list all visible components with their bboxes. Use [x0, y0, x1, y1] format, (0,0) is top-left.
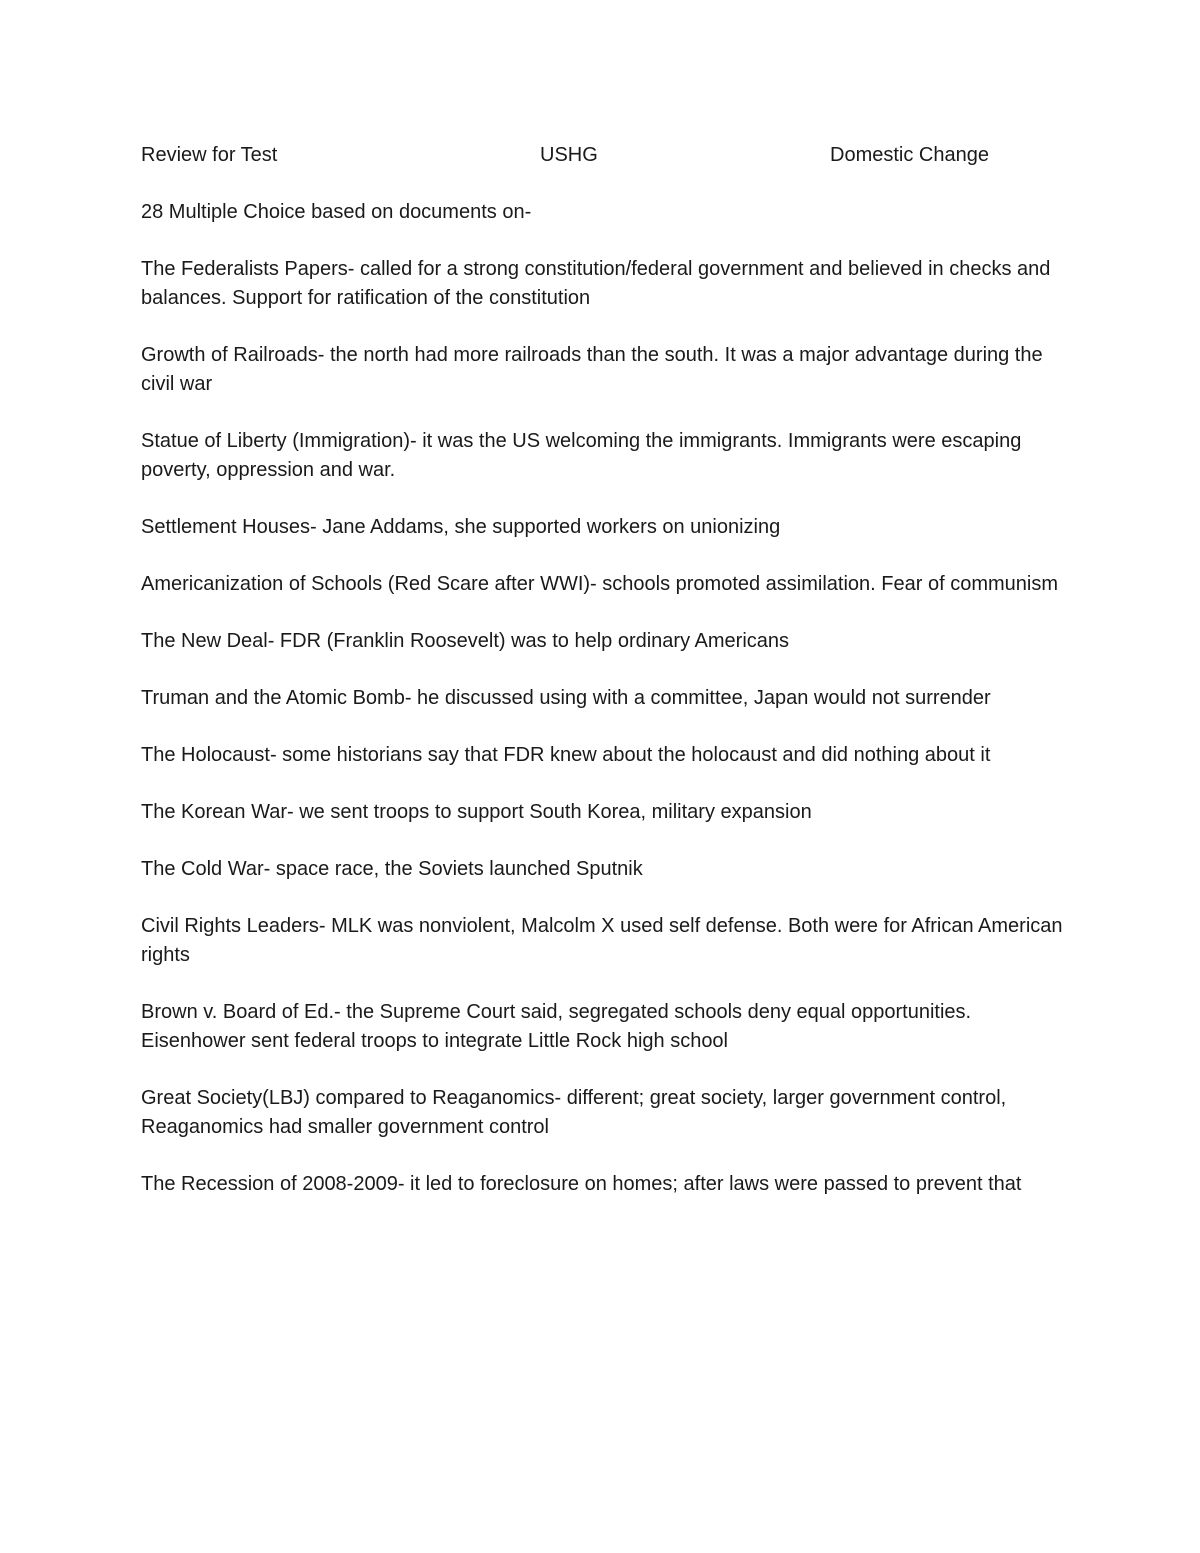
header-course: USHG [540, 144, 598, 166]
item-settlement-houses: Settlement Houses- Jane Addams, she supported workers on unionizing [141, 516, 781, 538]
item-recession: The Recession of 2008-2009- it led to foreclosure on homes; after laws were passed to prevent that [141, 1173, 1022, 1195]
item-brown-v-board: Brown v. Board of Ed.- the Supreme Court said, segregated schools deny equal opportunities. Eisenhower sent federal troops to integrate Little Rock high school [141, 1001, 972, 1052]
item-holocaust: The Holocaust- some historians say that FDR knew about the holocaust and did nothing about it [141, 744, 991, 766]
item-americanization-schools: Americanization of Schools (Red Scare after WWI)- schools promoted assimilation. Fear of communism [141, 573, 1058, 595]
item-cold-war: The Cold War- space race, the Soviets launched Sputnik [141, 858, 643, 880]
document-header [141, 141, 1071, 170]
item-great-society: Great Society(LBJ) compared to Reaganomics- different; great society, larger government control, Reaganomics had smaller government control [141, 1087, 1007, 1138]
item-civil-rights-leaders: Civil Rights Leaders- MLK was nonviolent, Malcolm X used self defense. Both were for African American rights [141, 915, 1063, 966]
header-unit-title: Domestic Change [830, 144, 989, 166]
item-federalist-papers: The Federalists Papers- called for a strong constitution/federal government and believed in checks and balances. Support for ratification of the constitution [141, 258, 1051, 309]
item-statue-of-liberty: Statue of Liberty (Immigration)- it was the US welcoming the immigrants. Immigrants were escaping poverty, oppression and war. [141, 430, 1022, 481]
item-atomic-bomb: Truman and the Atomic Bomb- he discussed using with a committee, Japan would not surrender [141, 687, 991, 709]
item-railroads: Growth of Railroads- the north had more railroads than the south. It was a major advantage during the civil war [141, 344, 1043, 395]
header-left-title: Review for Test [141, 144, 278, 166]
intro-line: 28 Multiple Choice based on documents on- [141, 201, 532, 223]
item-korean-war: The Korean War- we sent troops to support South Korea, military expansion [141, 801, 812, 823]
document-body [141, 141, 1071, 1199]
item-new-deal: The New Deal- FDR (Franklin Roosevelt) was to help ordinary Americans [141, 630, 790, 652]
